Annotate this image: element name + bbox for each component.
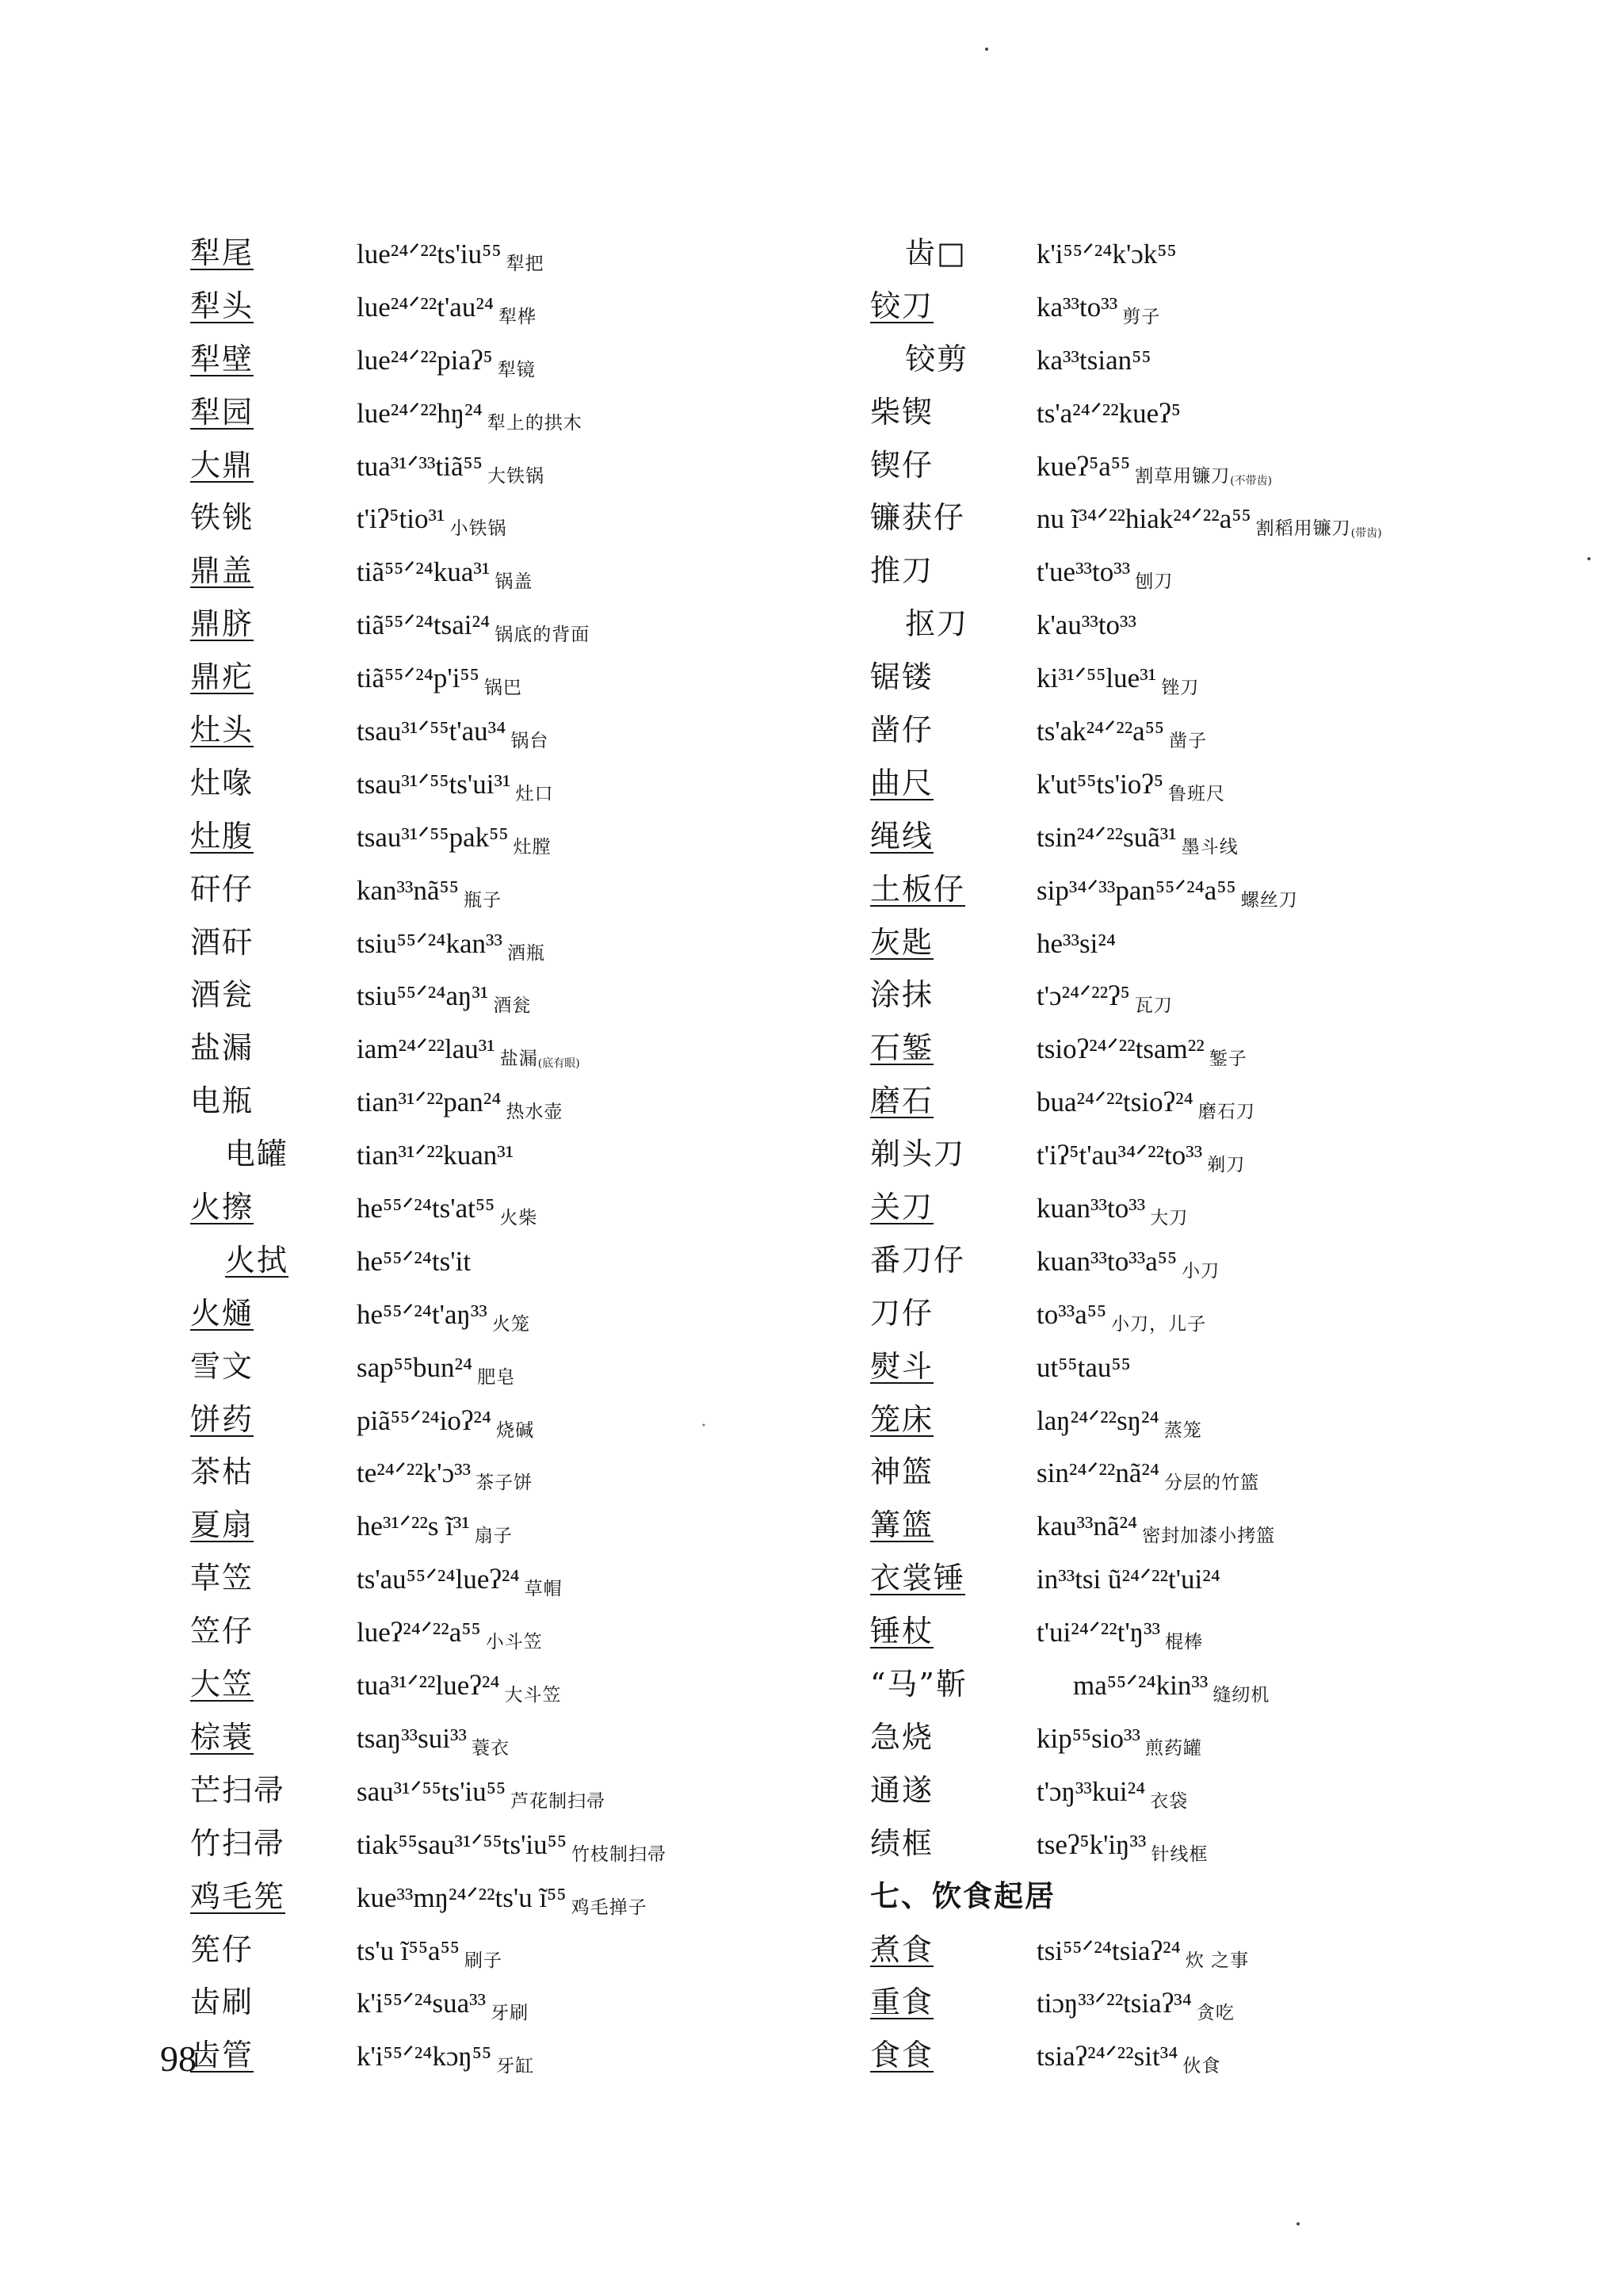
entry-term: 通遂: [870, 1772, 934, 1808]
entry-pronunciation: tsiu⁵⁵ᐟ²⁴kan³³: [357, 927, 503, 959]
entry-term: 鼎脐: [190, 606, 254, 642]
entry-term: 铰刀: [870, 288, 934, 323]
entry-pronunciation: t'ue³³to³³: [1037, 556, 1131, 588]
entry-term: 重食: [870, 1985, 934, 2020]
entry-pronunciation: ma⁵⁵ᐟ²⁴kin³³: [1073, 1670, 1209, 1702]
entry-pronunciation: tsiu⁵⁵ᐟ²⁴aŋ³¹: [357, 980, 489, 1012]
entry-pronunciation: kuan³³to³³a⁵⁵: [1037, 1245, 1178, 1277]
entry-term: 衣裳锤: [870, 1561, 966, 1596]
entry-pronunciation: he³³si²⁴: [1037, 927, 1117, 959]
entry-pronunciation: k'i⁵⁵ᐟ²⁴sua³³: [357, 1988, 487, 2019]
entry-term: 电罐: [225, 1137, 289, 1172]
entry-pronunciation: k'au³³to³³: [1037, 609, 1137, 641]
entry-term: 盐漏: [190, 1030, 254, 1066]
entry-pronunciation: sip³⁴ᐟ³³pan⁵⁵ᐟ²⁴a⁵⁵: [1037, 874, 1236, 906]
entry-term: 芒扫帚: [190, 1772, 286, 1808]
entry-term: 剃头刀: [870, 1137, 966, 1172]
entry-term: 竹扫帚: [190, 1825, 286, 1861]
entry-pronunciation: tsioʔ²⁴ᐟ²²tsam²²: [1037, 1033, 1205, 1065]
entry-pronunciation: tian³¹ᐟ²²kuan³¹: [357, 1140, 514, 1171]
entry-term: 熨斗: [870, 1348, 934, 1384]
entry-gloss: 割草用镰刀: [1135, 465, 1231, 487]
entry-term: 鸡毛筅: [190, 1878, 286, 1914]
entry-pronunciation: bua²⁴ᐟ²²tsioʔ²⁴: [1037, 1087, 1193, 1118]
entry-pronunciation: kip⁵⁵sio³³: [1037, 1722, 1140, 1754]
entry-pronunciation: ka³³tsian⁵⁵: [1037, 344, 1151, 376]
entry-pronunciation: iam²⁴ᐟ²²lau³¹: [357, 1033, 495, 1065]
entry-pronunciation: lue²⁴ᐟ²²piaʔ⁵: [357, 344, 493, 376]
entry-pronunciation: tiã⁵⁵ᐟ²⁴kua³¹: [357, 556, 491, 588]
entry-term: 刀仔: [870, 1295, 934, 1331]
entry-term: 大笠: [190, 1667, 254, 1702]
entry-pronunciation: k'i⁵⁵ᐟ²⁴kɔŋ⁵⁵: [357, 2041, 492, 2073]
entry-term: 绩框: [870, 1825, 934, 1861]
entry-pronunciation: tua³¹ᐟ³³tiã⁵⁵: [357, 450, 483, 482]
entry-gloss: 扇子: [474, 1526, 513, 1547]
entry-gloss: 大铁锅: [487, 465, 544, 487]
entry-term: 酒矸: [190, 924, 254, 960]
entry-gloss: 刨刀: [1135, 571, 1174, 593]
entry-term: 灶喙: [190, 765, 254, 800]
entry-term: 犁壁: [190, 341, 254, 376]
entry-gloss: 灶口: [515, 783, 554, 804]
entry-pronunciation: kau³³nã²⁴: [1037, 1511, 1138, 1542]
entry-gloss: 大刀: [1150, 1208, 1189, 1229]
entry-gloss: 锅台: [510, 731, 549, 752]
entry-gloss: 磨石刀: [1197, 1102, 1255, 1123]
entry-term: 抠刀: [905, 606, 969, 642]
entry-pronunciation: tsau³¹ᐟ⁵⁵ts'ui³¹: [357, 768, 511, 800]
entry-gloss: 草帽: [524, 1579, 563, 1600]
entry-gloss: 瓶子: [463, 889, 502, 911]
entry-term: 急烧: [870, 1719, 934, 1755]
entry-pronunciation: tua³¹ᐟ²²lueʔ²⁴: [357, 1670, 500, 1702]
entry-pronunciation: tsiaʔ²⁴ᐟ²²sit³⁴: [1037, 2041, 1178, 2073]
entry-term: 鼎盖: [190, 553, 254, 589]
entry-pronunciation: k'ut⁵⁵ts'ioʔ⁵: [1037, 768, 1164, 800]
entry-pronunciation: he⁵⁵ᐟ²⁴t'aŋ³³: [357, 1298, 487, 1330]
entry-term: 食食: [870, 2038, 934, 2073]
entry-term: 矸仔: [190, 871, 254, 907]
entry-term: 柴锲: [870, 394, 934, 430]
entry-term: 草笠: [190, 1561, 254, 1596]
entry-term: 铰剪: [905, 341, 969, 376]
entry-gloss: 牙刷: [491, 2003, 529, 2024]
entry-term: 关刀: [870, 1190, 934, 1225]
entry-pronunciation: kuan³³to³³: [1037, 1193, 1146, 1224]
entry-gloss: 剃刀: [1207, 1155, 1246, 1176]
entry-gloss: 肥皂: [477, 1366, 516, 1388]
entry-gloss: 盐漏: [499, 1049, 538, 1070]
entry-term: 石錾: [870, 1030, 934, 1066]
entry-gloss: 灶膛: [513, 836, 552, 858]
entry-pronunciation: tsau³¹ᐟ⁵⁵pak⁵⁵: [357, 821, 509, 853]
entry-pronunciation: sin²⁴ᐟ²²nã²⁴: [1037, 1457, 1160, 1489]
entry-term: 土板仔: [870, 871, 966, 907]
entry-gloss: 锅底的背面: [495, 625, 590, 646]
entry-term: 灰匙: [870, 924, 934, 960]
entry-gloss: 缝纫机: [1212, 1685, 1270, 1706]
entry-term: 棕蓑: [190, 1719, 254, 1755]
entry-pronunciation: lue²⁴ᐟ²²hŋ²⁴: [357, 397, 483, 429]
entry-gloss: 酒瓮: [493, 995, 532, 1017]
entry-term: 筅仔: [190, 1931, 254, 1967]
entry-gloss: 小刀: [1182, 1260, 1220, 1282]
entry-pronunciation: tsi⁵⁵ᐟ²⁴tsiaʔ²⁴: [1037, 1935, 1181, 1966]
entry-pronunciation: tiɔŋ³³ᐟ²²tsiaʔ³⁴: [1037, 1988, 1192, 2019]
entry-pronunciation: sap⁵⁵bun²⁴: [357, 1351, 473, 1383]
entry-gloss: 伙食: [1182, 2056, 1221, 2077]
entry-gloss: 茶子饼: [475, 1473, 533, 1494]
entry-gloss: 锅盖: [495, 571, 533, 593]
entry-term: 犁头: [190, 288, 254, 323]
entry-pronunciation: t'iʔ⁵tio³¹: [357, 503, 445, 535]
entry-term: 火拭: [225, 1242, 289, 1278]
entry-gloss-note: (不带齿): [1230, 474, 1273, 487]
entry-term: 齿刷: [190, 1985, 254, 2020]
entry-term: 饼药: [190, 1401, 254, 1437]
entry-gloss-note: (底有眼): [537, 1057, 580, 1071]
entry-term: 番刀仔: [870, 1242, 966, 1278]
entry-pronunciation: kue³³mŋ²⁴ᐟ²²ts'u ĩ⁵⁵: [357, 1881, 567, 1913]
entry-gloss: 鸡毛掸子: [571, 1897, 647, 1918]
entry-gloss: 分层的竹篮: [1164, 1473, 1260, 1494]
entry-pronunciation: piã⁵⁵ᐟ²⁴ioʔ²⁴: [357, 1404, 492, 1436]
entry-pronunciation: he³¹ᐟ²²s ĩ³¹: [357, 1511, 470, 1542]
page-number: 98: [160, 2038, 197, 2079]
entry-gloss: 剪子: [1122, 306, 1161, 327]
entry-gloss: 割稻用镰刀: [1255, 518, 1351, 540]
entry-term: 笠仔: [190, 1614, 254, 1649]
entry-pronunciation: tsaŋ³³sui³³: [357, 1722, 468, 1754]
entry-pronunciation: tiã⁵⁵ᐟ²⁴p'i⁵⁵: [357, 663, 479, 694]
entry-gloss: 蓑衣: [472, 1737, 510, 1759]
entry-gloss: 凿子: [1169, 731, 1208, 752]
entry-gloss: 酒瓶: [507, 942, 546, 964]
entry-pronunciation: t'ɔ²⁴ᐟ²²ʔ⁵: [1037, 980, 1130, 1012]
entry-pronunciation: te²⁴ᐟ²²k'ɔ³³: [357, 1457, 472, 1489]
entry-term: 犁尾: [190, 235, 254, 270]
entry-gloss: 炊 之事: [1185, 1950, 1250, 1971]
entry-pronunciation: laŋ²⁴ᐟ²²sŋ²⁴: [1037, 1404, 1159, 1436]
entry-pronunciation: sau³¹ᐟ⁵⁵ts'iu⁵⁵: [357, 1775, 506, 1807]
entry-gloss: 火笼: [491, 1313, 530, 1335]
entry-term: 锤杖: [870, 1614, 934, 1649]
entry-gloss: 烧碱: [496, 1419, 535, 1441]
entry-term: 锯镂: [870, 659, 934, 695]
entry-pronunciation: tseʔ⁵k'iŋ³³: [1037, 1828, 1147, 1860]
entry-gloss: 犁镜: [497, 359, 536, 380]
entry-gloss: 錾子: [1209, 1049, 1247, 1070]
entry-term: “马”靳: [870, 1667, 968, 1702]
entry-pronunciation: to³³a⁵⁵: [1037, 1298, 1107, 1330]
entry-term: 凿仔: [870, 712, 934, 748]
entry-pronunciation: ts'a²⁴ᐟ²²kueʔ⁵: [1037, 397, 1181, 429]
entry-gloss: 锅巴: [483, 678, 522, 699]
entry-gloss: 棍棒: [1165, 1632, 1204, 1653]
entry-term: 神篮: [870, 1454, 934, 1490]
entry-gloss-note: (带齿): [1350, 527, 1382, 541]
entry-term: 涂抹: [870, 977, 934, 1013]
entry-pronunciation: ts'u ĩ⁵⁵a⁵⁵: [357, 1935, 460, 1966]
entry-pronunciation: tiã⁵⁵ᐟ²⁴tsai²⁴: [357, 609, 491, 641]
entry-term: 酒瓮: [190, 977, 254, 1013]
entry-pronunciation: kueʔ⁵a⁵⁵: [1037, 450, 1131, 482]
entry-pronunciation: tsau³¹ᐟ⁵⁵t'au³⁴: [357, 716, 506, 747]
entry-gloss: 大斗笠: [504, 1685, 562, 1706]
entry-term: 铁铫: [190, 500, 254, 536]
entry-gloss: 螺丝刀: [1240, 889, 1298, 911]
entry-pronunciation: tsin²⁴ᐟ²²suã³¹: [1037, 821, 1177, 853]
entry-gloss: 密封加漆小拷篮: [1142, 1526, 1276, 1547]
entry-term: 夏扇: [190, 1507, 254, 1543]
entry-term: 齿□: [905, 235, 967, 270]
entry-term: 镰获仔: [870, 500, 966, 536]
entry-pronunciation: tian³¹ᐟ²²pan²⁴: [357, 1087, 502, 1118]
entry-pronunciation: he⁵⁵ᐟ²⁴ts'it: [357, 1245, 472, 1277]
entry-gloss: 火柴: [499, 1208, 538, 1229]
entry-gloss: 小刀，儿子: [1111, 1313, 1207, 1335]
entry-gloss: 犁上的拱木: [487, 412, 582, 434]
entry-gloss: 小铁锅: [449, 518, 507, 540]
entry-gloss: 瓦刀: [1134, 995, 1173, 1017]
entry-pronunciation: t'iʔ⁵t'au³⁴ᐟ²²to³³: [1037, 1140, 1203, 1171]
entry-term: 曲尺: [870, 765, 934, 800]
entry-term: 齿管: [190, 2038, 254, 2073]
entry-gloss: 衣袋: [1150, 1790, 1189, 1812]
entry-gloss: 竹枝制扫帚: [571, 1843, 667, 1865]
entry-pronunciation: ts'ak²⁴ᐟ²²a⁵⁵: [1037, 716, 1165, 747]
entry-term: 绳线: [870, 818, 934, 854]
entry-gloss: 墨斗线: [1181, 836, 1239, 858]
entry-term: 茶枯: [190, 1454, 254, 1490]
entry-gloss: 牙缸: [496, 2056, 535, 2077]
entry-term: 锲仔: [870, 447, 934, 483]
entry-gloss: 热水壶: [506, 1102, 563, 1123]
entry-gloss: 犁把: [506, 254, 544, 274]
entry-gloss: 刷子: [464, 1950, 502, 1971]
entry-pronunciation: lueʔ²⁴ᐟ²²a⁵⁵: [357, 1617, 481, 1648]
entry-pronunciation: kan³³nã⁵⁵: [357, 874, 459, 906]
entry-pronunciation: ut⁵⁵tau⁵⁵: [1037, 1351, 1131, 1383]
entry-term: 灶头: [190, 712, 254, 748]
entry-gloss: 蒸笼: [1163, 1419, 1202, 1441]
entry-gloss: 小斗笠: [485, 1632, 543, 1653]
entry-term: 磨石: [870, 1083, 934, 1119]
entry-pronunciation: k'i⁵⁵ᐟ²⁴k'ɔk⁵⁵: [1037, 239, 1177, 269]
entry-pronunciation: ka³³to³³: [1037, 291, 1118, 323]
entry-gloss: 锉刀: [1161, 678, 1200, 699]
entry-term: 雪文: [190, 1348, 254, 1384]
entry-term: 犁园: [190, 394, 254, 430]
entry-pronunciation: tiak⁵⁵sau³¹ᐟ⁵⁵ts'iu⁵⁵: [357, 1828, 567, 1860]
entry-gloss: 芦花制扫帚: [510, 1790, 606, 1812]
entry-gloss: 针线框: [1151, 1843, 1209, 1865]
entry-pronunciation: lue²⁴ᐟ²²t'au²⁴: [357, 291, 495, 323]
entry-term: 大鼎: [190, 447, 254, 483]
entry-gloss: 犁桦: [498, 306, 537, 327]
entry-pronunciation: lue²⁴ᐟ²²ts'iu⁵⁵: [357, 239, 502, 269]
section-heading: 七、饮食起居: [870, 1878, 1056, 1913]
entry-term: 笼床: [870, 1401, 934, 1437]
entry-term: 火擦: [190, 1190, 254, 1225]
entry-term: 篝篮: [870, 1507, 934, 1543]
entry-gloss: 煎药罐: [1144, 1737, 1202, 1759]
entry-pronunciation: in³³tsi ũ²⁴ᐟ²²t'ui²⁴: [1037, 1564, 1220, 1595]
entry-pronunciation: t'ɔŋ³³kui²⁴: [1037, 1775, 1146, 1807]
entry-gloss: 鲁班尺: [1168, 783, 1226, 804]
entry-term: 灶腹: [190, 818, 254, 854]
entry-pronunciation: ts'au⁵⁵ᐟ²⁴lueʔ²⁴: [357, 1564, 520, 1595]
entry-pronunciation: t'ui²⁴ᐟ²²t'ŋ³³: [1037, 1617, 1161, 1648]
entry-term: 火熥: [190, 1295, 254, 1331]
entry-term: 推刀: [870, 553, 934, 589]
entry-pronunciation: nu ĩ³⁴ᐟ²²hiak²⁴ᐟ²²a⁵⁵: [1037, 503, 1251, 535]
entry-pronunciation: he⁵⁵ᐟ²⁴ts'at⁵⁵: [357, 1193, 495, 1224]
entry-pronunciation: ki³¹ᐟ⁵⁵lue³¹: [1037, 663, 1157, 694]
entry-term: 煮食: [870, 1931, 934, 1967]
entry-term: 鼎疕: [190, 659, 254, 695]
entry-term: 电瓶: [190, 1083, 254, 1119]
entry-gloss: 贪吃: [1196, 2003, 1235, 2024]
